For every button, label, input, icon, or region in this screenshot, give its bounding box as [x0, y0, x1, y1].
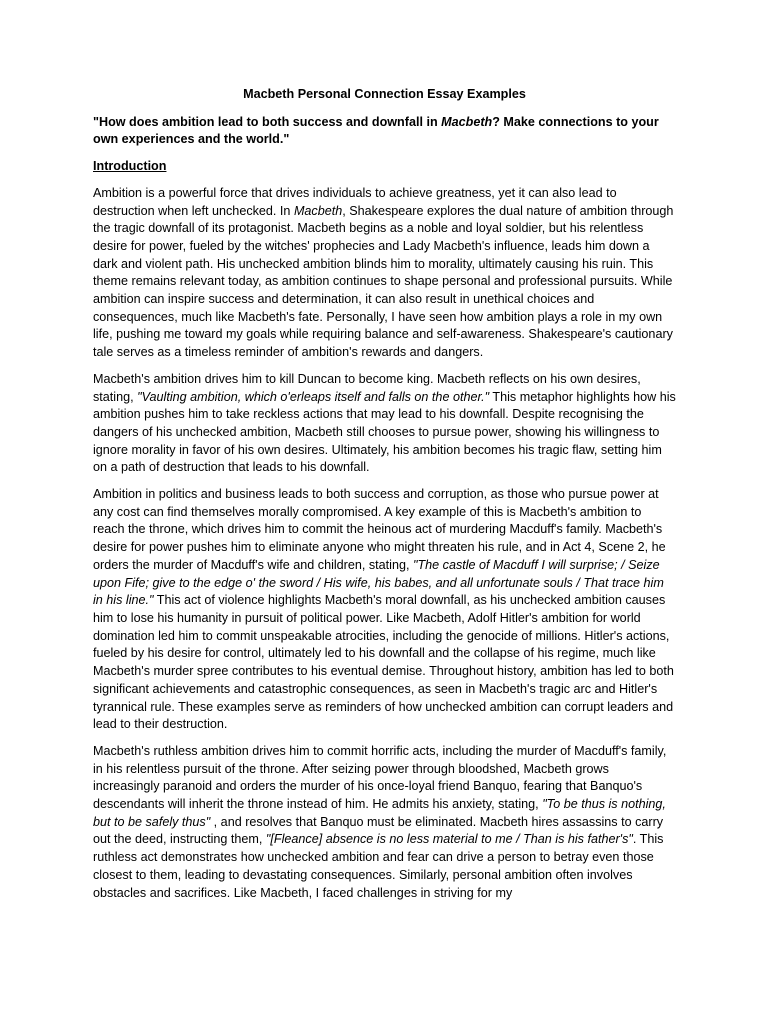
p4-text-e: . This ruthless act demonstrates how unchecked ambition and fear can drive a person to betray even those closest to them, leading to devastating consequences. Similarly, personal ambition often involves obstacles and sacrifices. Like Macbeth, I faced challenges in striving for my — [93, 832, 664, 900]
p1-text-a: Ambition is a powerful force that drives individuals to achieve greatness, yet it can also lead to destruction when left unchecked. In — [93, 185, 617, 218]
paragraph-introduction — [93, 185, 676, 362]
paragraph-banquo — [93, 743, 676, 902]
question-text-start: "How does ambition lead to both success and downfall in — [93, 114, 442, 129]
document-page — [93, 86, 676, 911]
p2-quote: "Vaulting ambition, which o'erleaps itself and falls on the other." — [137, 389, 490, 404]
p4-text-a: Macbeth's ruthless ambition drives him to commit horrific acts, including the murder of Macduff's family, in his relentless pursuit of the throne. After seizing power through bloodshed, Macbeth grows increasingly paranoid and orders the murder of his once-loyal friend Banquo, fearing that Banquo's descendants will inherit the throne instead of him. He admits his anxiety, stating, — [93, 743, 667, 812]
p3-text-a: Ambition in politics and business leads to both success and corruption, as those who pursue power at any cost can find themselves morally compromised. A key example of this is Macbeth's ambition to reach the throne, which drives him to commit the heinous act of murdering Macduff's family. Macbeth's desire for power pushes him to eliminate anyone who might threaten his rule, and in Act 4, Scene 2, he orders the murder of Macduff's wife and children, stating, — [93, 487, 666, 572]
p2-text-a: Macbeth's ambition drives him to kill Duncan to become king. Macbeth reflects on his own desires, stating, — [93, 371, 641, 404]
p3-quote: "The castle of Macduff I will surprise; / Seize upon Fife; give to the edge o' the sword / His wife, his babes, and all unfortunate souls / That trace him in his line." — [93, 557, 664, 608]
paragraph-politics — [93, 486, 676, 734]
p1-italic: Macbeth — [293, 203, 343, 218]
essay-question — [93, 114, 676, 149]
p1-text-c: , Shakespeare explores the dual nature of ambition through the tragic downfall of its protagonist. Macbeth begins as a noble and loyal soldier, but his relentless desire for power, fueled by the witches' prophecies and Lady Macbeth's influence, leads him down a dark and violent path. His unchecked ambition blinds him to morality, ultimately causing his ruin. This theme remains relevant today, as ambition continues to shape personal and professional pursuits. While ambition can inspire success and determination, it can also result in unethical choices and consequences, much like Macbeth's fate. Personally, I have seen how ambition plays a role in my own life, pushing me toward my goals while requiring balance and self-awareness. Shakespeare's cautionary tale serves as a timeless reminder of ambition's rewards and dangers. — [93, 203, 674, 360]
introduction-heading: Introduction — [93, 159, 167, 174]
question-text-end: ? Make connections to your own experiences and the world." — [93, 114, 659, 147]
p4-quote-1: "To be thus is nothing, but to be safely thus" — [93, 797, 666, 829]
p4-quote-2: "[Fleance] absence is no less material to me / Than is his father's" — [265, 832, 633, 847]
p3-text-c: This act of violence highlights Macbeth's moral downfall, as his unchecked ambition causes him to lose his humanity in pursuit of political power. Like Macbeth, Adolf Hitler's ambition for world domination led him to commit unspeakable atrocities, including the genocide of millions. Hitler's actions, fueled by his desire for control, ultimately led to his downfall and the collapse of his regime, much like Macbeth's murder spree contributes to his eventual demise. Throughout history, ambition has led to both significant achievements and catastrophic consequences, as seen in Macbeth's tragic arc and Hitler's tyrannical rule. These examples serve as reminders of how unchecked ambition can corrupt leaders and lead to their destruction. — [93, 593, 674, 732]
p4-text-c: , and resolves that Banquo must be eliminated. Macbeth hires assassins to carry out the deed, instructing them, — [93, 814, 664, 847]
p2-text-c: This metaphor highlights how his ambition pushes him to take reckless actions that may lead to his downfall. Despite recognising the dangers of his unchecked ambition, Macbeth still chooses to pursue power, showing his willingness to ignore morality in favor of his own desires. Ultimately, his ambition becomes his tragic flaw, setting him on a path of destruction that leads to his downfall. — [93, 389, 676, 475]
question-italic-title: Macbeth — [441, 114, 493, 129]
paragraph-duncan — [93, 371, 676, 477]
document-title: Macbeth Personal Connection Essay Examples — [243, 87, 526, 101]
